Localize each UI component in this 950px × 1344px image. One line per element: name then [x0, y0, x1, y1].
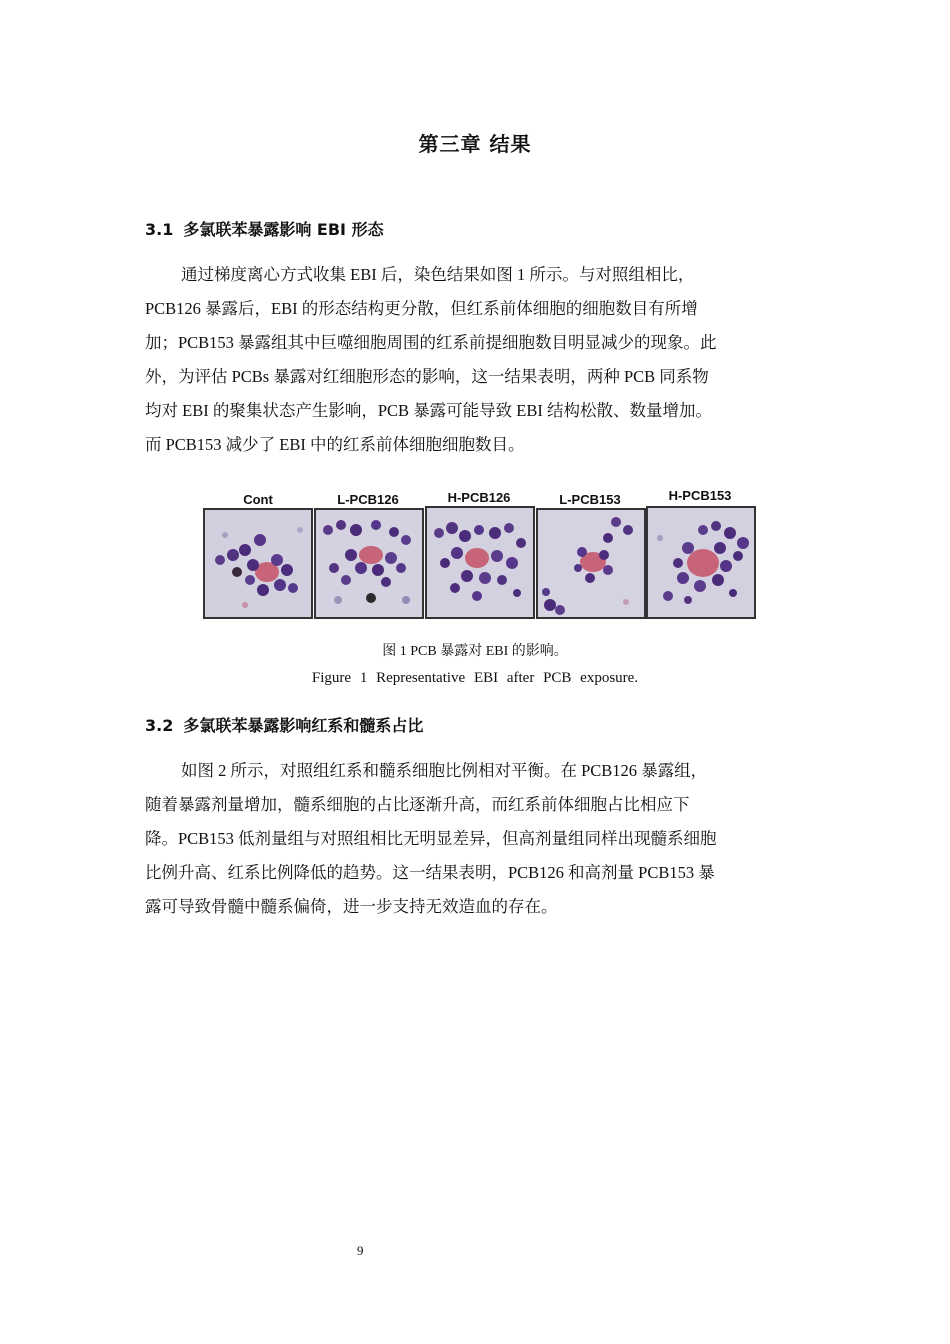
- paragraph-line: 随着暴露剂量增加，髓系细胞的占比逐渐升高，而红系前体细胞占比相应下: [145, 795, 690, 814]
- page-number: 9: [357, 1243, 364, 1258]
- micrograph-l-pcb126: [314, 508, 424, 619]
- section-1-paragraph: [145, 258, 807, 462]
- section-heading-3-2: [145, 713, 423, 736]
- panel-label-h-pcb153: H-PCB153: [668, 488, 732, 503]
- section-2-paragraph: [145, 754, 807, 924]
- section-number: 3.1: [145, 220, 174, 239]
- paragraph-line: 外，为评估 PCBs 暴露对红细胞形态的影响，这一结果表明，两种 PCB 同系物: [145, 367, 709, 386]
- figure-caption-en: Figure 1 Representative EBI after PCB exposure.: [311, 670, 639, 686]
- panel-label-l-pcb126: L-PCB126: [337, 492, 399, 507]
- section-title: 多氯联苯暴露影响 EBI 形态: [183, 220, 384, 239]
- panel-label-cont: Cont: [243, 492, 273, 507]
- paragraph-line: 加；PCB153 暴露组其中巨噬细胞周围的红系前提细胞数目明显减少的现象。此: [145, 333, 717, 352]
- paragraph-line: PCB126 暴露后，EBI 的形态结构更分散，但红系前体细胞的细胞数目有所增: [145, 299, 698, 318]
- section-title: 多氯联苯暴露影响红系和髓系占比: [183, 716, 424, 735]
- paragraph-line: 比例升高、红系比例降低的趋势。这一结果表明，PCB126 和高剂量 PCB153 暴: [145, 863, 715, 882]
- paragraph-line: 露可导致骨髓中髓系偏倚，进一步支持无效造血的存在。: [145, 897, 558, 916]
- section-heading-3-1: [145, 217, 384, 240]
- section-number: 3.2: [145, 716, 174, 735]
- micrograph-l-pcb153: [536, 508, 646, 619]
- panel-label-l-pcb153: L-PCB153: [559, 492, 621, 507]
- micrograph-h-pcb153: [646, 506, 756, 619]
- paragraph-line: 降。PCB153 低剂量组与对照组相比无明显差异，但高剂量组同样出现髓系细胞: [145, 829, 717, 848]
- paragraph-line: 而 PCB153 减少了 EBI 中的红系前体细胞细胞数目。: [145, 435, 525, 454]
- figure-1: [200, 488, 760, 623]
- paragraph-line: 通过梯度离心方式收集 EBI 后，染色结果如图 1 所示。与对照组相比，: [181, 265, 695, 284]
- paragraph-line: 如图 2 所示，对照组红系和髓系细胞比例相对平衡。在 PCB126 暴露组，: [181, 761, 708, 780]
- chapter-title: 第三章 结果: [418, 132, 532, 156]
- paragraph-line: 均对 EBI 的聚集状态产生影响，PCB 暴露可能导致 EBI 结构松散、数量增加。: [145, 401, 712, 420]
- micrograph-h-pcb126: [425, 506, 535, 619]
- figure-caption-zh: 图 1 PCB 暴露对 EBI 的影响。: [382, 644, 568, 659]
- panel-label-h-pcb126: H-PCB126: [447, 490, 511, 505]
- micrograph-cont: [203, 508, 313, 619]
